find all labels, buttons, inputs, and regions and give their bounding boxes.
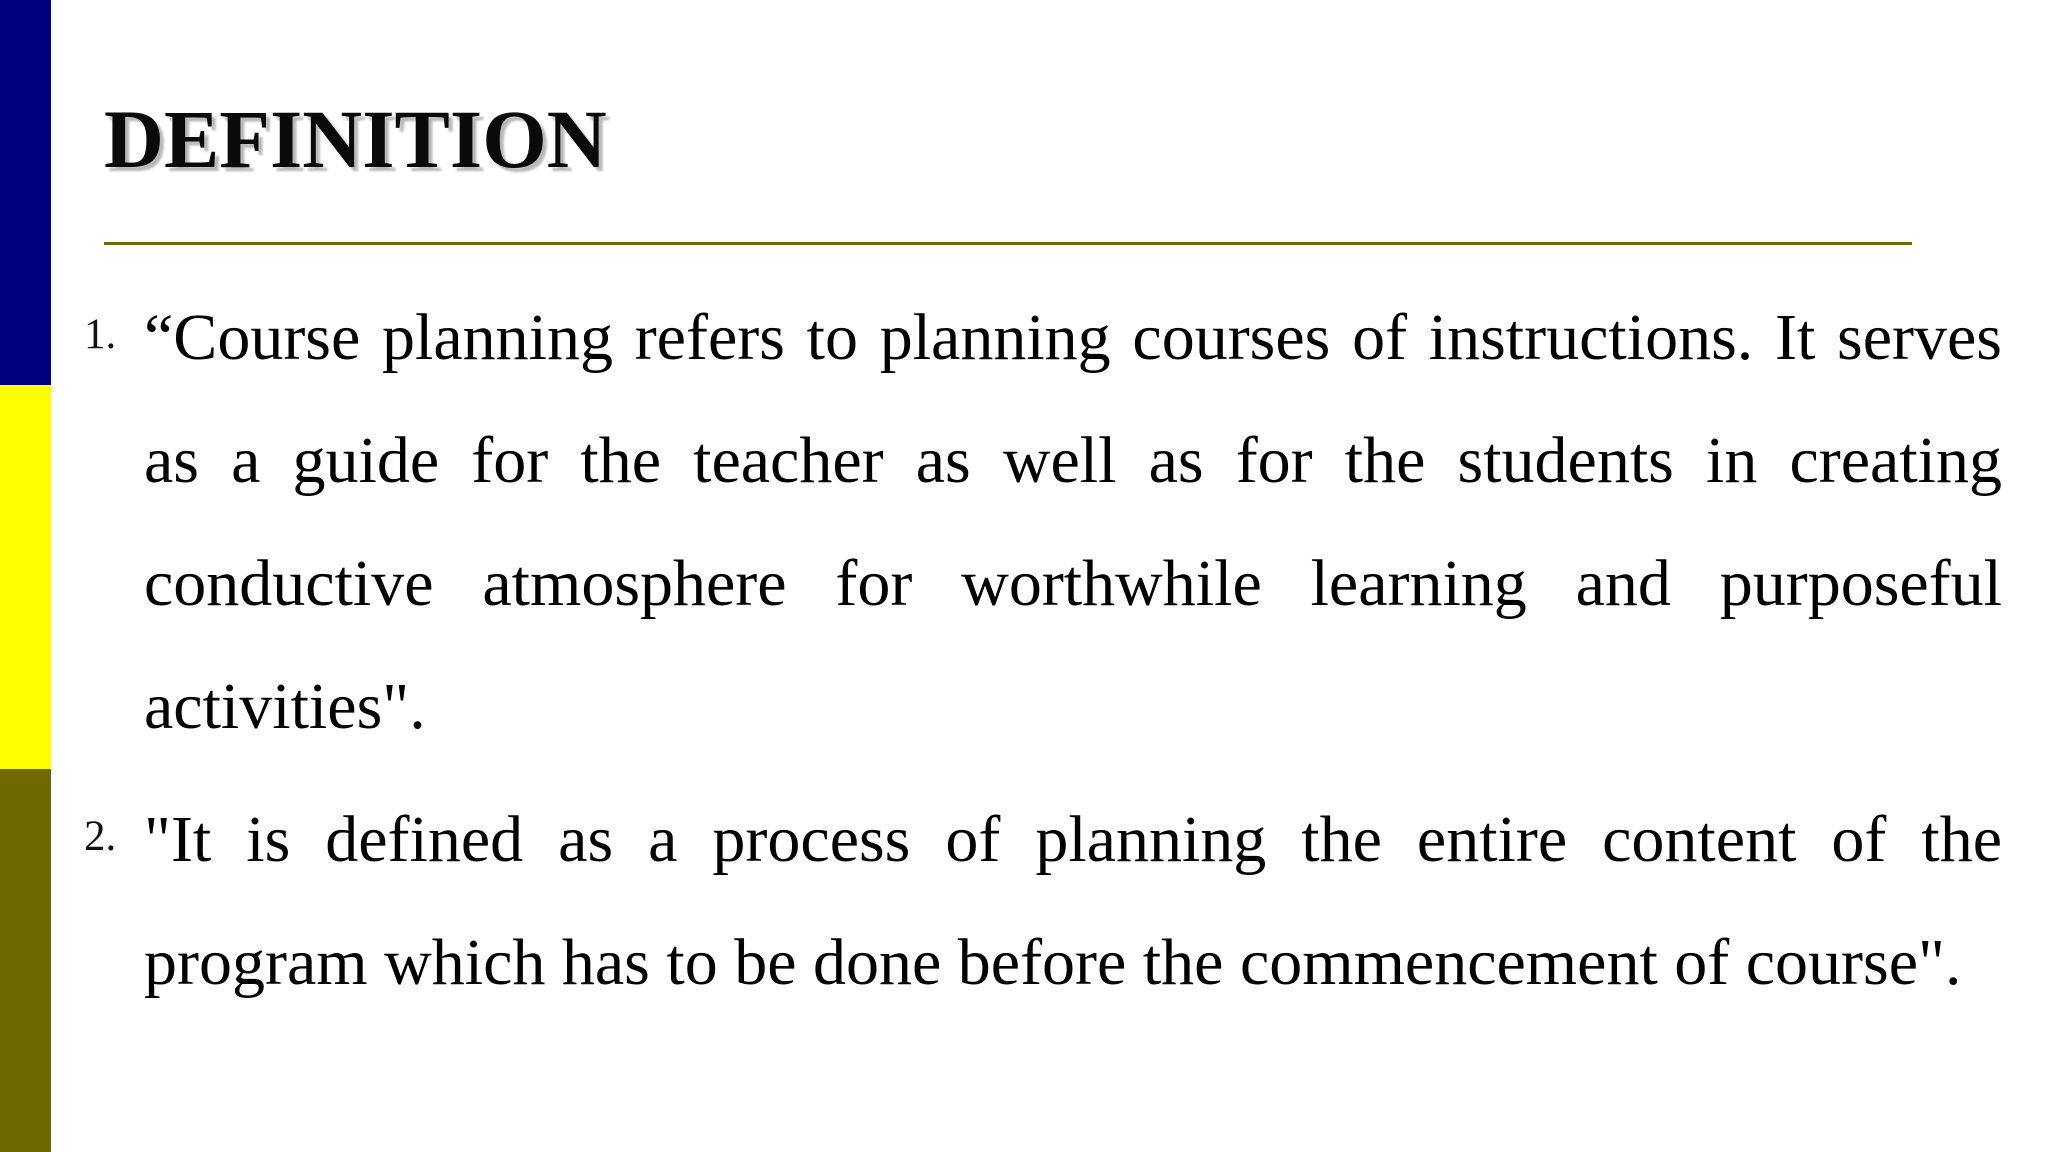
title-divider	[104, 242, 1912, 245]
slide-title: DEFINITION	[104, 93, 607, 185]
side-color-bar	[0, 0, 51, 1152]
definition-number: 1.	[84, 311, 117, 358]
definition-item-1	[84, 276, 2002, 768]
definition-item-2	[84, 778, 2002, 1024]
definition-text: “Course planning refers to planning courses of instructions. It serves as a guide for the teacher as well as for the students in creating conductive atmosphere for worthwhile learning and purposeful activities".	[144, 301, 2002, 743]
definition-list	[84, 276, 2002, 1034]
definition-number: 2.	[84, 813, 117, 860]
side-bar-blue-segment	[0, 0, 51, 385]
definition-text: "It is defined as a process of planning the entire content of the program which has to be done before the commencement of course".	[144, 803, 2002, 999]
side-bar-yellow-segment	[0, 385, 51, 769]
side-bar-olive-segment	[0, 769, 51, 1152]
